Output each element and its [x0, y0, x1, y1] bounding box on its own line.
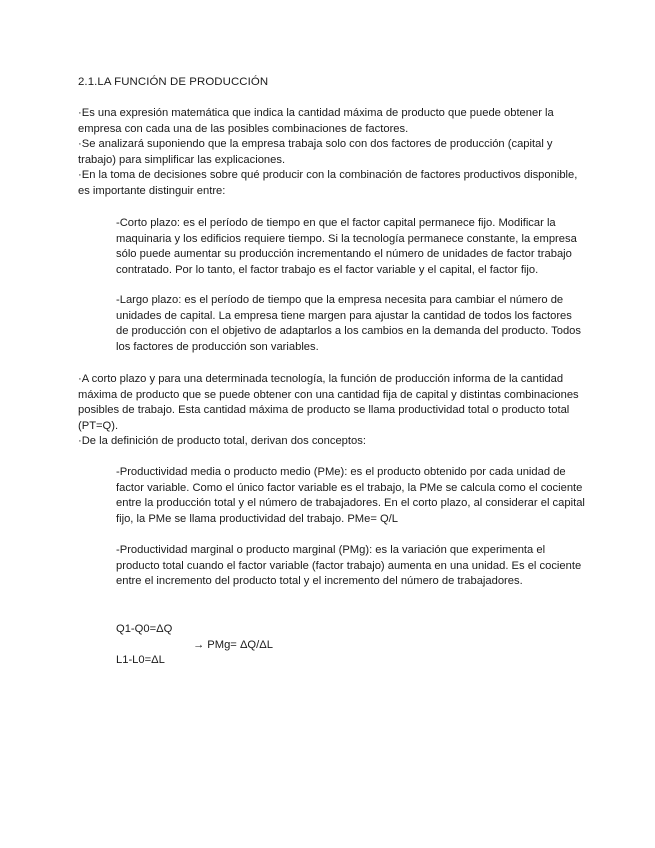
marginal-product-definition	[116, 543, 586, 590]
formula-delta-q: Q1-Q0=ΔQ	[116, 623, 173, 635]
formula-result: → PMg= ΔQ/ΔL	[193, 639, 273, 651]
long-term-text: -Largo plazo: es el período de tiempo que la empresa necesita para cambiar el número de unidades de capital. La empresa tiene margen para ajustar la cantidad de todos los factores de producción con el objetivo de adaptarlos a los cambios en la demanda del producto. Todos los factores de producción son variables.	[116, 294, 582, 353]
short-term-definition	[116, 216, 586, 278]
short-run-paragraph: ·A corto plazo y para una determinada tecnología, la función de producción informa de la cantidad máxima de producto que se puede obtener con una cantidad fija de capital y distintas combinaciones posibles de trabajo. Esta cantidad máxima de producto se llama productividad total o producto total (PT=Q).	[78, 373, 579, 432]
short-run-paragraph: ·De la definición de producto total, derivan dos conceptos:	[78, 435, 366, 448]
average-product-definition	[116, 465, 586, 527]
intro-paragraph: ·Se analizará suponiendo que la empresa trabaja solo con dos factores de producción (capital y trabajo) para simplificar las explicaciones.	[78, 138, 553, 166]
intro-block	[78, 106, 583, 200]
intro-paragraph: ·En la toma de decisiones sobre qué producir con la combinación de factores productivos disponible, es importante distinguir entre:	[78, 169, 578, 197]
long-term-definition	[116, 293, 586, 355]
marginal-product-text: -Productividad marginal o producto marginal (PMg): es la variación que experimenta el producto total cuando el factor variable (factor trabajo) aumenta en una unidad. Es el cociente entre el incremento del producto total y el incremento del número de trabajadores.	[116, 544, 582, 588]
formula-delta-l: L1-L0=ΔL	[116, 654, 165, 666]
section-heading: 2.1.LA FUNCIÓN DE PRODUCCIÓN	[78, 76, 269, 88]
intro-paragraph: ·Es una expresión matemática que indica la cantidad máxima de producto que puede obtener la empresa con cada una de las posibles combinaciones de factores.	[78, 107, 554, 135]
average-product-text: -Productividad media o producto medio (PMe): es el producto obtenido por cada unidad de factor variable. Como el único factor variable es el trabajo, la PMe se calcula como el cociente entre la producción total y el número de trabajadores. En el corto plazo, al considerar el capital fijo, la PMe se llama productividad del trabajo. PMe= Q/L	[116, 466, 585, 525]
short-run-function-block	[78, 372, 583, 450]
short-term-text: -Corto plazo: es el período de tiempo en que el factor capital permanece fijo. Modificar la maquinaria y los edificios requiere tiempo. Si la tecnología permanece constante, la empresa sólo puede aumentar su producción incrementando el número de unidades de factor trabajo contratado. Por lo tanto, el factor trabajo es el factor variable y el capital, el factor fijo.	[116, 217, 577, 276]
